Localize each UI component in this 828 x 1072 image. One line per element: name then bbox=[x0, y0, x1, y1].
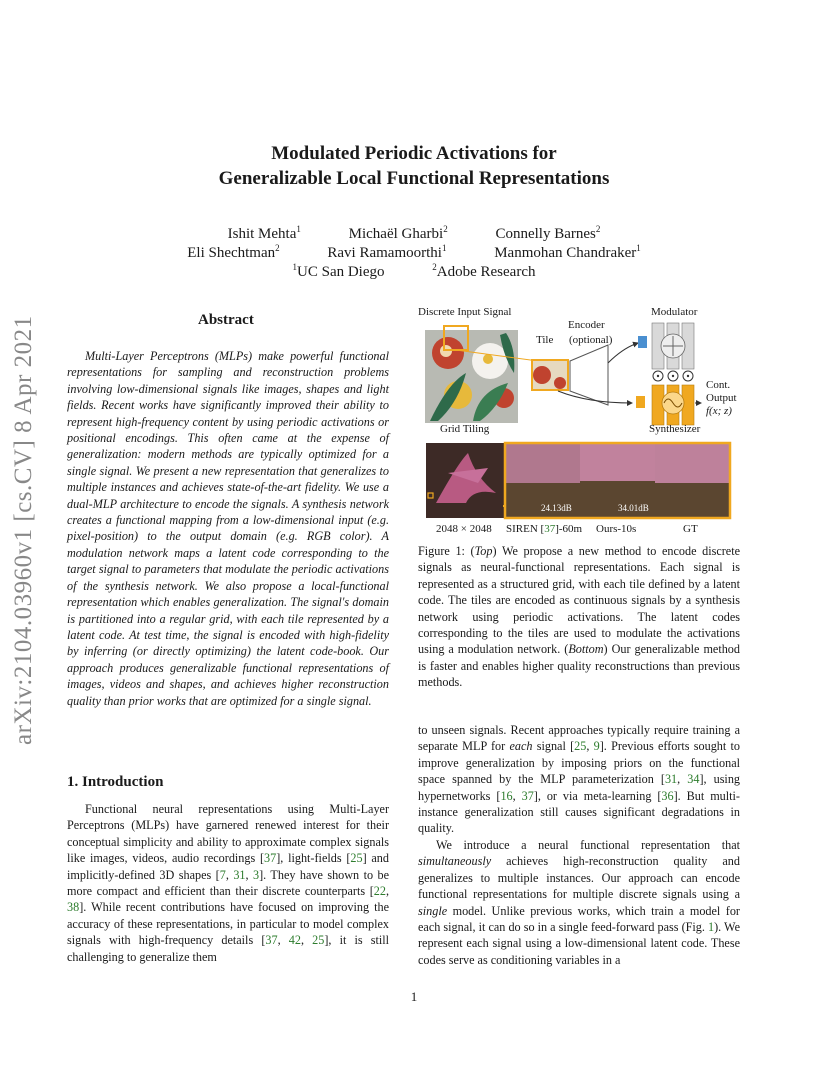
arxiv-identifier: arXiv:2104.03960v1 [cs.CV] 8 Apr 2021 bbox=[10, 315, 37, 745]
affiliation: $^2$Adobe Research bbox=[432, 262, 536, 280]
citation-link[interactable]: 36 bbox=[661, 788, 674, 803]
citation-link[interactable]: 38 bbox=[67, 900, 80, 915]
figure-1-caption: Figure 1: (Top) We propose a new method to encode discrete signals as neural-functional representations. Each signal is represented as a structured grid, with each tile defined by a latent code. The tiles are encoded as continuous signals by a synthesis network using periodic activations. The latent codes corresponding to the tiles are used to modulate the activations using a modulation network. (Bottom) Our generalizable method is faster and enables higher quality reconstructions than previous methods. bbox=[418, 544, 741, 690]
citation-link[interactable]: 42 bbox=[288, 933, 301, 948]
citation-link[interactable]: 37 bbox=[521, 788, 534, 803]
citation-link[interactable]: 9 bbox=[593, 739, 600, 754]
label-encoder: Encoder bbox=[568, 319, 605, 331]
citation-link[interactable]: 37 bbox=[265, 933, 278, 948]
citation-link[interactable]: 31 bbox=[233, 867, 246, 882]
author: Connelly Barnes$^2$ bbox=[495, 224, 601, 242]
author: Michaël Gharbi$^2$ bbox=[348, 224, 448, 242]
author: Ravi Ramamoorthi$^1$ bbox=[327, 243, 447, 261]
affiliation: $^1$UC San Diego bbox=[292, 262, 385, 280]
label-encoder-optional: (optional) bbox=[569, 334, 613, 346]
citation-link[interactable]: 3 bbox=[253, 867, 260, 882]
citation-link[interactable]: 34 bbox=[687, 772, 700, 787]
label-resolution: 2048 × 2048 bbox=[436, 523, 492, 535]
introduction-heading: 1. Introduction bbox=[67, 774, 164, 790]
label-fxz: f(x; z) bbox=[706, 405, 732, 417]
synthesizer-network bbox=[636, 385, 701, 425]
author: Manmohan Chandraker$^1$ bbox=[494, 243, 641, 261]
citation-link[interactable]: 31 bbox=[664, 772, 678, 787]
author: Ishit Mehta$^1$ bbox=[227, 224, 301, 242]
psnr-ours: 34.01dB bbox=[618, 503, 649, 513]
modulator-network bbox=[638, 323, 694, 369]
label-cont: Cont. bbox=[706, 379, 731, 391]
page-number: 1 bbox=[410, 989, 418, 1004]
label-output: Output bbox=[706, 392, 737, 404]
modulation-operators bbox=[653, 371, 693, 381]
body-paragraph-1: to unseen signals. Recent approaches typically require training a separate MLP for each signal [25, 9]. Previous efforts sought to improve generalization by imposing priors on the functional space spanned by the MLP parameterization [31, 34], using hypernetworks [16, 37], or via meta-learning [36]. But multi-instance generalization still causes significant degradations in quality. bbox=[418, 723, 741, 836]
label-ours: Ours-10s bbox=[596, 523, 637, 535]
citation-link[interactable]: 22 bbox=[373, 884, 386, 899]
label-tile: Tile bbox=[536, 334, 554, 346]
affiliations bbox=[0, 257, 828, 282]
comparison-images bbox=[426, 443, 730, 518]
abstract-heading: Abstract bbox=[198, 312, 254, 328]
introduction-paragraph: Functional neural representations using Multi-Layer Perceptrons (MLPs) have garnered renewed interest for their conceptual simplicity and ability to approximate complex signals like images, videos, audio recordings [37], light-fields [25] and implicitly-defined 3D shapes [7, 31, 3]. They have shown to be more compact and efficient than their discrete counterparts [22, 38]. While recent contributions have focused on improving the accuracy of these representations, in particular to model complex signals with high-frequency details [37, 42, 25], it is still challenging to generalize them bbox=[67, 802, 390, 964]
figure-1 bbox=[418, 303, 748, 543]
abstract-text: Multi-Layer Perceptrons (MLPs) make powerful functional representations for sampling and reconstruction problems involving low-dimensional signals like images, shapes and light fields. Recent works have significantly improved their ability to represent high-frequency content by using periodic activations or positional encodings. This often came at the expense of generalization: modern methods are typically optimized for a single signal. We present a new representation that generalizes to multiple instances and achieves state-of-the-art fidelity. We use a dual-MLP architecture to encode the signals. A synthesis network creates a functional mapping from a low-dimensional input (e.g. pixel-position) to the output domain (e.g. RGB color). A modulation network maps a latent code corresponding to the target signal to parameters that modulate the periodic activations of the synthesis network. We also propose a local-functional representation which enables generalization. The signal's domain is partitioned into a regular grid, with each tile represented by a latent code. At test time, the signal is encoded with high-fidelity by inferring (or directly optimizing) the latent code-book. Our approach produces generalizable functional representations of images, videos and shapes, and achieves higher reconstruction quality than prior works that are optimized for a single signal. bbox=[67, 349, 389, 708]
citation-link[interactable]: 25 bbox=[350, 851, 363, 866]
paper-title-line-1: Modulated Periodic Activations for bbox=[271, 143, 557, 164]
figure-link[interactable]: 1 bbox=[708, 920, 715, 935]
label-synthesizer: Synthesizer bbox=[649, 423, 701, 435]
label-modulator: Modulator bbox=[651, 306, 698, 318]
label-gt: GT bbox=[683, 523, 698, 535]
citation-link[interactable]: 25 bbox=[574, 739, 587, 754]
paper-title-line-2: Generalizable Local Functional Representations bbox=[218, 168, 610, 189]
tile-image bbox=[532, 360, 568, 390]
citation-link[interactable]: 37 bbox=[264, 851, 277, 866]
author: Eli Shechtman$^2$ bbox=[187, 243, 280, 261]
label-grid-tiling: Grid Tiling bbox=[440, 423, 490, 435]
psnr-siren: 24.13dB bbox=[541, 503, 572, 513]
citation-link[interactable]: 37 bbox=[544, 523, 556, 535]
label-siren: SIREN [37]-60m bbox=[506, 523, 583, 535]
citation-link[interactable]: 7 bbox=[219, 867, 226, 882]
label-discrete-input: Discrete Input Signal bbox=[418, 306, 512, 318]
encoder-shape bbox=[570, 345, 608, 405]
citation-link[interactable]: 25 bbox=[312, 933, 325, 948]
citation-link[interactable]: 16 bbox=[500, 788, 513, 803]
discrete-input-painting bbox=[425, 326, 518, 423]
body-paragraph-2: We introduce a neural functional representation that simultaneously achieves high-reconstruction quality and generalizes to multiple instances. Our approach can encode functional representations for multiple discrete signals using a single model. Unlike previous works, which train a model for each signal, it can do so in a single feed-forward pass (Fig. 1). We represent each signal using a low-dimensional latent code. These codes serve as conditioning variables in a bbox=[418, 838, 740, 967]
